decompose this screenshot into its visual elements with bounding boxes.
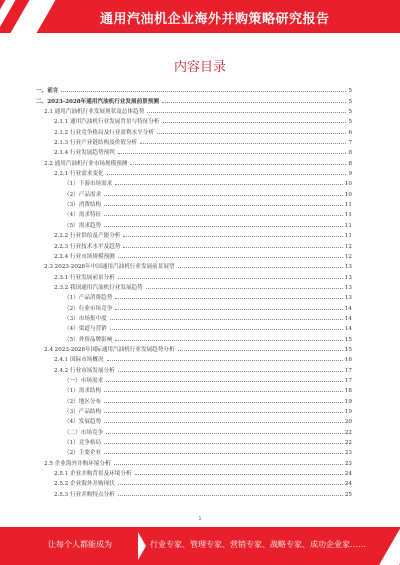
toc-entry[interactable] xyxy=(36,208,352,218)
toc-heading: 内容目录 xyxy=(173,60,226,75)
toc-entry[interactable] xyxy=(36,374,352,384)
toc-entry[interactable] xyxy=(36,436,352,446)
toc-entry[interactable] xyxy=(36,425,352,435)
toc-entry-page: 17 xyxy=(344,377,352,384)
toc-entry-label: （2）主要企业 xyxy=(64,450,102,457)
toc-dot-leader xyxy=(118,483,343,485)
toc-entry-label: 2.1.1 通用汽油机行业发展背景与特征分析 xyxy=(54,119,160,126)
toc-entry[interactable] xyxy=(36,394,352,404)
toc-entry-label: 2.1 通用汽油机行业发展现状及总体趋势 xyxy=(44,109,145,116)
toc-entry[interactable] xyxy=(36,353,352,363)
toc-entry-label: （4）发展趋势 xyxy=(64,419,102,426)
toc-entry-label: （2）产品需求 xyxy=(64,191,102,198)
toc-entry-page: 11 xyxy=(344,222,352,229)
toc-entry-label: 2.1.2 行业竞争格局及行业盈利水平分析 xyxy=(54,129,154,136)
toc-entry-page: 11 xyxy=(344,233,352,240)
toc-dot-leader xyxy=(104,214,343,216)
toc-dot-leader xyxy=(146,287,343,289)
toc-dot-leader xyxy=(110,318,343,320)
table-of-contents xyxy=(36,84,352,498)
toc-entry[interactable] xyxy=(36,363,352,373)
header-decor-stripe xyxy=(10,0,55,33)
toc-entry-page: 14 xyxy=(344,305,352,312)
toc-entry-page: 13 xyxy=(344,284,352,291)
toc-entry-page: 5 xyxy=(348,109,352,116)
toc-entry-label: 二、2023-2028年通用汽油机行业发展前景预测 xyxy=(36,98,159,105)
footer-slogan-right: 行业专家、管理专家、营销专家、战略专家、成功企业家…… xyxy=(150,540,366,549)
footer-slogan-left: 让每个人都能成为 xyxy=(48,540,112,549)
toc-entry-label: 2.1.4 行业发展趋势预判 xyxy=(54,150,115,157)
footer-banner xyxy=(0,527,400,565)
toc-entry[interactable] xyxy=(36,405,352,415)
toc-entry-label: 2.2.4 行业市场规模预测 xyxy=(54,253,115,260)
toc-entry[interactable] xyxy=(36,456,352,466)
toc-entry[interactable] xyxy=(36,467,352,477)
toc-dot-leader xyxy=(178,266,343,268)
toc-entry-page: 17 xyxy=(344,367,352,374)
toc-entry-page: 8 xyxy=(348,150,352,157)
toc-dot-leader xyxy=(61,90,346,92)
toc-entry-page: 9 xyxy=(348,171,352,178)
toc-entry-label: （3）产品结构 xyxy=(64,409,102,415)
toc-dot-leader xyxy=(123,235,343,237)
toc-entry-page: 10 xyxy=(344,191,352,198)
toc-entry[interactable] xyxy=(36,239,352,249)
toc-entry[interactable] xyxy=(36,115,352,125)
toc-entry-label: （2）地区分布 xyxy=(64,398,102,405)
toc-dot-leader xyxy=(115,297,343,299)
toc-dot-leader xyxy=(178,349,343,351)
toc-entry[interactable] xyxy=(36,322,352,332)
toc-entry-page: 13 xyxy=(344,295,352,302)
toc-entry-page: 5 xyxy=(348,98,352,105)
toc-dot-leader xyxy=(107,173,347,175)
toc-entry[interactable] xyxy=(36,312,352,322)
toc-dot-leader xyxy=(104,452,343,454)
toc-entry[interactable] xyxy=(36,446,352,456)
toc-dot-leader xyxy=(118,370,343,372)
toc-dot-leader xyxy=(115,339,343,341)
toc-entry-page: 5 xyxy=(348,119,352,126)
toc-entry-page: 13 xyxy=(344,274,352,281)
toc-entry-label: （二）市场竞争 xyxy=(64,429,104,436)
toc-dot-leader xyxy=(115,308,343,310)
toc-entry-label: （3）消费结构 xyxy=(64,202,102,209)
toc-entry-label: （1）下游市场需求 xyxy=(64,181,113,188)
toc-entry-page: 13 xyxy=(344,264,352,271)
toc-entry[interactable] xyxy=(36,229,352,239)
toc-entry-label: （4）渠道与营销 xyxy=(64,326,107,333)
header-banner xyxy=(0,0,400,33)
toc-entry-label: （5）需求趋势 xyxy=(64,222,102,229)
toc-entry[interactable] xyxy=(36,384,352,394)
toc-entry-page: 14 xyxy=(344,315,352,322)
toc-entry-page: 23 xyxy=(344,450,352,457)
toc-dot-leader xyxy=(115,183,343,185)
toc-entry[interactable] xyxy=(36,94,352,104)
toc-entry-page: 20 xyxy=(344,419,352,426)
toc-entry[interactable] xyxy=(36,477,352,487)
toc-entry-page: 25 xyxy=(344,491,352,498)
toc-dot-leader xyxy=(104,401,343,403)
toc-entry-page: 10 xyxy=(344,181,352,188)
toc-dot-leader xyxy=(104,421,343,423)
toc-entry[interactable] xyxy=(36,136,352,146)
toc-entry[interactable] xyxy=(36,84,352,94)
toc-entry-label: 一、前言 xyxy=(36,88,59,95)
toc-entry-label: （2）行业市场竞争 xyxy=(64,305,113,312)
toc-entry[interactable] xyxy=(36,291,352,301)
toc-entry-label: 2.2.1 行业需求变化 xyxy=(54,171,104,178)
toc-entry-page: 11 xyxy=(344,212,352,219)
toc-dot-leader xyxy=(104,204,343,206)
toc-entry-page: 18 xyxy=(344,388,352,395)
toc-entry-page: 12 xyxy=(344,253,352,260)
toc-entry-page: 12 xyxy=(344,243,352,250)
toc-entry[interactable] xyxy=(36,177,352,187)
toc-entry-label: （1）需求结构 xyxy=(64,388,102,395)
toc-dot-leader xyxy=(107,359,343,361)
toc-dot-leader xyxy=(140,142,346,144)
toc-entry-page: 16 xyxy=(344,357,352,364)
toc-dot-leader xyxy=(162,101,346,103)
toc-entry-label: 2.2 通用汽油机行业市场规模预测 xyxy=(44,160,128,167)
toc-entry-label: 2.5.3 行业并购特点分析 xyxy=(54,491,115,498)
toc-entry-label: 2.3.2 我国通用汽油机行业发展趋势 xyxy=(54,284,143,291)
toc-dot-leader xyxy=(147,111,346,113)
toc-dot-leader xyxy=(114,463,343,465)
toc-dot-leader xyxy=(157,132,347,134)
toc-entry[interactable] xyxy=(36,187,352,197)
toc-entry-page: 8 xyxy=(348,160,352,167)
toc-dot-leader xyxy=(123,246,343,248)
toc-entry-label: 2.4.1 国际市场概况 xyxy=(54,357,104,364)
toc-dot-leader xyxy=(104,411,343,413)
toc-entry-label: 2.2.2 行业供给及产能分析 xyxy=(54,233,121,240)
toc-entry[interactable] xyxy=(36,198,352,208)
toc-entry[interactable] xyxy=(36,146,352,156)
toc-dot-leader xyxy=(104,225,343,227)
page-number: 1 xyxy=(198,516,202,522)
toc-dot-leader xyxy=(104,194,343,196)
toc-entry[interactable] xyxy=(36,250,352,260)
toc-entry-label: 2.5.1 企业并购背景及环境分析 xyxy=(54,471,132,478)
toc-entry-page: 11 xyxy=(344,202,352,209)
toc-entry-label: （3）市场集中度 xyxy=(64,315,107,322)
toc-dot-leader xyxy=(118,494,343,496)
toc-dot-leader xyxy=(106,380,343,382)
toc-entry[interactable] xyxy=(36,301,352,311)
toc-entry-page: 24 xyxy=(344,471,352,478)
toc-dot-leader xyxy=(118,277,343,279)
toc-dot-leader xyxy=(106,432,343,434)
toc-entry-page: 19 xyxy=(344,409,352,415)
toc-entry-page: 5 xyxy=(348,88,352,95)
toc-entry[interactable] xyxy=(36,167,352,177)
toc-dot-leader xyxy=(118,152,347,154)
report-title: 通用汽油机企业海外并购策略研究报告 xyxy=(100,12,330,27)
toc-entry[interactable] xyxy=(36,487,352,497)
footer-decor-stripe xyxy=(379,527,400,565)
toc-entry-label: 2.5.2 企业海外并购现状 xyxy=(54,481,115,488)
toc-entry-page: 15 xyxy=(344,346,352,353)
toc-entry[interactable] xyxy=(36,332,352,342)
toc-entry[interactable] xyxy=(36,105,352,115)
toc-entry-page: 22 xyxy=(344,429,352,436)
toc-entry[interactable] xyxy=(36,218,352,228)
toc-entry-page: 23 xyxy=(344,460,352,467)
toc-entry-label: 2.4 2023-2028年国际通用汽油机行业发展趋势分析 xyxy=(44,346,175,353)
toc-entry[interactable] xyxy=(36,343,352,353)
toc-entry-page: 6 xyxy=(348,129,352,136)
toc-entry-page: 15 xyxy=(344,336,352,343)
toc-entry-label: （1）产品消费趋势 xyxy=(64,295,113,302)
toc-dot-leader xyxy=(163,121,347,123)
toc-entry[interactable] xyxy=(36,125,352,135)
toc-entry[interactable] xyxy=(36,156,352,166)
toc-entry-page: 22 xyxy=(344,440,352,447)
toc-dot-leader xyxy=(104,442,343,444)
toc-dot-leader xyxy=(104,390,343,392)
arrow-icon xyxy=(138,532,146,560)
toc-entry-label: 2.3.1 行业发展前景分析 xyxy=(54,274,115,281)
toc-entry-label: （5）外资品牌影响 xyxy=(64,336,113,343)
toc-entry-page: 24 xyxy=(344,481,352,488)
toc-dot-leader xyxy=(135,473,343,475)
toc-entry-label: 2.3 2023-2028年中国通用汽油机行业发展前景展望 xyxy=(44,264,175,271)
toc-dot-leader xyxy=(118,256,343,258)
toc-entry-label: 2.2.3 行业技术水平及趋势 xyxy=(54,243,121,250)
toc-entry-page: 14 xyxy=(344,326,352,333)
toc-entry-page: 19 xyxy=(344,398,352,405)
toc-dot-leader xyxy=(110,328,343,330)
toc-entry-label: （4）需求特征 xyxy=(64,212,102,219)
toc-entry[interactable] xyxy=(36,270,352,280)
toc-entry[interactable] xyxy=(36,415,352,425)
toc-entry-page: 7 xyxy=(348,140,352,147)
toc-entry[interactable] xyxy=(36,260,352,270)
toc-entry-label: （一）市场需求 xyxy=(64,377,104,384)
toc-entry[interactable] xyxy=(36,281,352,291)
toc-entry-label: 2.4.2 行业市场发展分析 xyxy=(54,367,115,374)
toc-entry-label: 2.5 企业海外并购环境分析 xyxy=(44,460,111,467)
toc-entry-label: （1）竞争格局 xyxy=(64,440,102,447)
toc-dot-leader xyxy=(130,163,346,165)
toc-entry-label: 2.1.3 行业产业链结构及价值分析 xyxy=(54,140,138,147)
